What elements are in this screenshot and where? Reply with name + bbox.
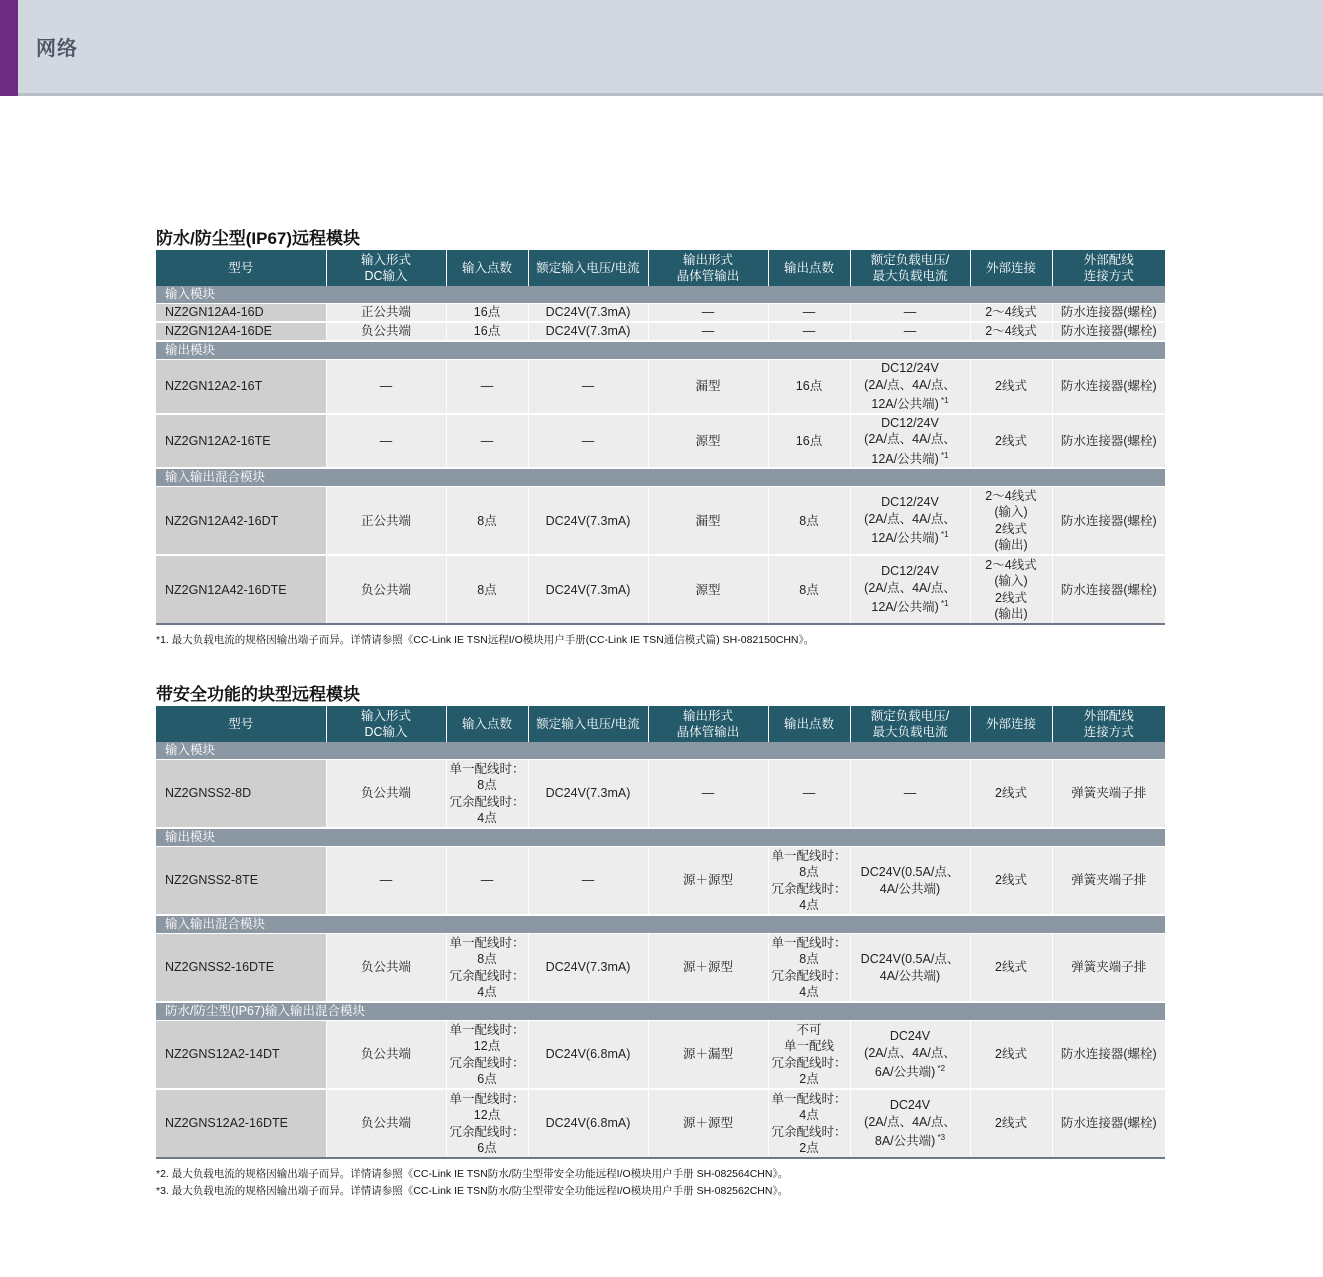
cell-input-type: 负公共端 — [326, 934, 446, 1003]
cell-input-voltage: DC24V(7.3mA) — [528, 304, 648, 323]
column-header-wiring-method: 外部配线 连接方式 — [1052, 250, 1165, 286]
column-header-input-voltage: 额定输入电压/电流 — [528, 706, 648, 742]
cell-input-points: 16点 — [446, 322, 528, 341]
table-row — [156, 360, 1165, 414]
cell-input-points: 单一配线时： 12点 冗余配线时： 6点 — [446, 1021, 528, 1090]
header-bar — [0, 0, 1323, 96]
column-header-wiring-method: 外部配线 连接方式 — [1052, 706, 1165, 742]
cell-load-current: DC24V(0.5A/点、 4A/公共端) — [850, 847, 970, 916]
table-footnotes — [156, 1166, 1165, 1200]
cell-wiring-method: 弹簧夹端子排 — [1052, 934, 1165, 1003]
cell-model: NZ2GN12A2-16T — [156, 360, 326, 414]
cell-output-type: — — [648, 304, 768, 323]
cell-wiring-method: 弹簧夹端子排 — [1052, 847, 1165, 916]
cell-output-type: 源型 — [648, 555, 768, 624]
cell-external-connection: 2线式 — [970, 414, 1052, 469]
column-header-input-type: 输入形式 DC输入 — [326, 250, 446, 286]
group-label: 输入模块 — [156, 286, 1165, 304]
footnote: *1. 最大负载电流的规格因输出端子而异。详情请参照《CC-Link IE TSN远程I/O模块用户手册(CC-Link IE TSN通信模式篇) SH-082150CHN》。 — [156, 634, 815, 647]
page-title: 网络 — [36, 38, 78, 60]
group-header-row — [156, 742, 1165, 760]
cell-model: NZ2GN12A4-16D — [156, 304, 326, 323]
section-title: 防水/防尘型(IP67)远程模块 — [156, 229, 361, 248]
footnote: *3. 最大负载电流的规格因输出端子而异。详情请参照《CC-Link IE TSN防水/防尘型带安全功能远程I/O模块用户手册 SH-082562CHN》。 — [156, 1185, 789, 1197]
cell-load-current: DC12/24V (2A/点、4A/点、 12A/公共端) $^{*1}$ — [850, 360, 970, 414]
cell-load-current: — — [850, 322, 970, 341]
cell-input-type: 负公共端 — [326, 555, 446, 624]
cell-input-voltage: DC24V(7.3mA) — [528, 760, 648, 829]
cell-model: NZ2GNS12A2-16DTE — [156, 1089, 326, 1158]
table-row — [156, 322, 1165, 341]
group-header-row — [156, 468, 1165, 487]
footnote-marker: *3 — [935, 1133, 946, 1143]
cell-input-type: 负公共端 — [326, 322, 446, 341]
column-header-external-connection: 外部连接 — [970, 706, 1052, 742]
group-label: 输出模块 — [156, 828, 1165, 847]
group-label: 防水/防尘型(IP67)输入输出混合模块 — [156, 1002, 1165, 1021]
cell-load-current: DC12/24V (2A/点、4A/点、 12A/公共端) $^{*1}$ — [850, 487, 970, 556]
cell-input-points: 16点 — [446, 304, 528, 323]
cell-output-points: 16点 — [768, 360, 850, 414]
cell-model: NZ2GNSS2-16DTE — [156, 934, 326, 1003]
cell-input-type: — — [326, 847, 446, 916]
table-row — [156, 1021, 1165, 1090]
footnote: *2. 最大负载电流的规格因输出端子而异。详情请参照《CC-Link IE TSN防水/防尘型带安全功能远程I/O模块用户手册 SH-082564CHN》。 — [156, 1168, 789, 1180]
cell-wiring-method: 防水连接器(螺栓) — [1052, 1021, 1165, 1090]
cell-input-voltage: DC24V(6.8mA) — [528, 1021, 648, 1090]
cell-input-voltage: DC24V(6.8mA) — [528, 1089, 648, 1158]
cell-output-type: 源型 — [648, 414, 768, 469]
cell-output-points: 16点 — [768, 414, 850, 469]
cell-wiring-method: 防水连接器(螺栓) — [1052, 304, 1165, 323]
cell-input-points: 单一配线时： 8点 冗余配线时： 4点 — [446, 760, 528, 829]
cell-load-current: DC24V (2A/点、4A/点、 6A/公共端) $^{*2}$ — [850, 1021, 970, 1090]
header-row — [156, 250, 1165, 286]
cell-output-type: — — [648, 760, 768, 829]
cell-input-type: 负公共端 — [326, 1021, 446, 1090]
ip67-remote-module-section — [156, 228, 1165, 649]
cell-input-points: — — [446, 414, 528, 469]
safety-remote-module-section — [156, 684, 1165, 1200]
cell-wiring-method: 弹簧夹端子排 — [1052, 760, 1165, 829]
cell-model: NZ2GNSS2-8D — [156, 760, 326, 829]
group-header-row — [156, 828, 1165, 847]
footnote-marker: *1 — [938, 530, 949, 540]
safety-module-spec-table — [156, 706, 1165, 1159]
header-row — [156, 706, 1165, 742]
table-footnotes — [156, 632, 1165, 649]
cell-model: NZ2GN12A42-16DT — [156, 487, 326, 556]
cell-input-voltage: DC24V(7.3mA) — [528, 322, 648, 341]
cell-external-connection: 2线式 — [970, 847, 1052, 916]
table-row — [156, 934, 1165, 1003]
cell-load-current: DC24V (2A/点、4A/点、 8A/公共端) $^{*3}$ — [850, 1089, 970, 1158]
cell-wiring-method: 防水连接器(螺栓) — [1052, 360, 1165, 414]
cell-input-points: 单一配线时： 12点 冗余配线时： 6点 — [446, 1089, 528, 1158]
cell-input-type: 正公共端 — [326, 304, 446, 323]
column-header-model: 型号 — [156, 706, 326, 742]
column-header-model: 型号 — [156, 250, 326, 286]
cell-input-voltage: DC24V(7.3mA) — [528, 555, 648, 624]
cell-input-type: 正公共端 — [326, 487, 446, 556]
cell-input-type: 负公共端 — [326, 760, 446, 829]
column-header-input-points: 输入点数 — [446, 250, 528, 286]
cell-output-points: — — [768, 304, 850, 323]
cell-external-connection: 2线式 — [970, 1021, 1052, 1090]
cell-load-current: DC24V(0.5A/点、 4A/公共端) — [850, 934, 970, 1003]
cell-external-connection: 2线式 — [970, 1089, 1052, 1158]
cell-input-points: 8点 — [446, 555, 528, 624]
column-header-input-points: 输入点数 — [446, 706, 528, 742]
group-label: 输入输出混合模块 — [156, 468, 1165, 487]
cell-wiring-method: 防水连接器(螺栓) — [1052, 1089, 1165, 1158]
cell-output-type: 源＋源型 — [648, 934, 768, 1003]
footnote-marker: *1 — [938, 450, 949, 460]
cell-wiring-method: 防水连接器(螺栓) — [1052, 487, 1165, 556]
column-header-external-connection: 外部连接 — [970, 250, 1052, 286]
cell-output-points: — — [768, 322, 850, 341]
table-row — [156, 304, 1165, 323]
cell-input-points: — — [446, 847, 528, 916]
cell-wiring-method: 防水连接器(螺栓) — [1052, 414, 1165, 469]
cell-output-points: 不可 单一配线 冗余配线时： 2点 — [768, 1021, 850, 1090]
cell-input-voltage: DC24V(7.3mA) — [528, 934, 648, 1003]
footnote-marker: *2 — [935, 1064, 946, 1074]
cell-wiring-method: 防水连接器(螺栓) — [1052, 322, 1165, 341]
cell-input-voltage: — — [528, 414, 648, 469]
cell-external-connection: 2线式 — [970, 760, 1052, 829]
cell-output-type: 漏型 — [648, 360, 768, 414]
cell-input-type: — — [326, 414, 446, 469]
cell-output-type: 源＋源型 — [648, 1089, 768, 1158]
cell-input-points: — — [446, 360, 528, 414]
cell-wiring-method: 防水连接器(螺栓) — [1052, 555, 1165, 624]
cell-model: NZ2GNSS2-8TE — [156, 847, 326, 916]
cell-model: NZ2GN12A4-16DE — [156, 322, 326, 341]
cell-output-type: 源＋漏型 — [648, 1021, 768, 1090]
cell-load-current: DC12/24V (2A/点、4A/点、 12A/公共端) $^{*1}$ — [850, 414, 970, 469]
group-header-row — [156, 1002, 1165, 1021]
cell-input-points: 单一配线时： 8点 冗余配线时： 4点 — [446, 934, 528, 1003]
group-header-row — [156, 915, 1165, 934]
group-label: 输入模块 — [156, 742, 1165, 760]
footnote-marker: *1 — [938, 396, 949, 405]
column-header-output-type: 输出形式 晶体管输出 — [648, 706, 768, 742]
section-title: 带安全功能的块型远程模块 — [156, 685, 360, 704]
cell-output-points: 8点 — [768, 555, 850, 624]
cell-external-connection: 2～4线式 (输入) 2线式 (输出) — [970, 555, 1052, 624]
cell-output-points: 单一配线时： 8点 冗余配线时： 4点 — [768, 934, 850, 1003]
group-header-row — [156, 341, 1165, 360]
table-row — [156, 414, 1165, 469]
group-header-row — [156, 286, 1165, 304]
column-header-input-voltage: 额定输入电压/电流 — [528, 250, 648, 286]
column-header-load-current: 额定负载电压/ 最大负载电流 — [850, 706, 970, 742]
table-row — [156, 555, 1165, 624]
cell-model: NZ2GNS12A2-14DT — [156, 1021, 326, 1090]
header-accent-stripe — [0, 0, 18, 96]
table-row — [156, 847, 1165, 916]
column-header-output-points: 输出点数 — [768, 250, 850, 286]
cell-input-type: 负公共端 — [326, 1089, 446, 1158]
table-row — [156, 1089, 1165, 1158]
cell-load-current: DC12/24V (2A/点、4A/点、 12A/公共端) $^{*1}$ — [850, 555, 970, 624]
cell-output-points: 8点 — [768, 487, 850, 556]
cell-external-connection: 2～4线式 — [970, 304, 1052, 323]
group-label: 输入输出混合模块 — [156, 915, 1165, 934]
cell-external-connection: 2线式 — [970, 360, 1052, 414]
cell-output-type: — — [648, 322, 768, 341]
cell-external-connection: 2～4线式 (输入) 2线式 (输出) — [970, 487, 1052, 556]
cell-output-points: 单一配线时： 4点 冗余配线时： 2点 — [768, 1089, 850, 1158]
cell-output-points: — — [768, 760, 850, 829]
table-row — [156, 760, 1165, 829]
cell-external-connection: 2线式 — [970, 934, 1052, 1003]
column-header-output-points: 输出点数 — [768, 706, 850, 742]
cell-output-type: 源＋源型 — [648, 847, 768, 916]
cell-input-type: — — [326, 360, 446, 414]
cell-model: NZ2GN12A42-16DTE — [156, 555, 326, 624]
table-row — [156, 487, 1165, 556]
column-header-output-type: 输出形式 晶体管输出 — [648, 250, 768, 286]
column-header-input-type: 输入形式 DC输入 — [326, 706, 446, 742]
cell-output-type: 漏型 — [648, 487, 768, 556]
cell-model: NZ2GN12A2-16TE — [156, 414, 326, 469]
cell-input-voltage: — — [528, 847, 648, 916]
cell-input-voltage: DC24V(7.3mA) — [528, 487, 648, 556]
cell-external-connection: 2～4线式 — [970, 322, 1052, 341]
column-header-load-current: 额定负载电压/ 最大负载电流 — [850, 250, 970, 286]
cell-input-voltage: — — [528, 360, 648, 414]
footnote-marker: *1 — [938, 599, 949, 609]
cell-load-current: — — [850, 760, 970, 829]
group-label: 输出模块 — [156, 341, 1165, 360]
cell-load-current: — — [850, 304, 970, 323]
cell-output-points: 单一配线时： 8点 冗余配线时： 4点 — [768, 847, 850, 916]
cell-input-points: 8点 — [446, 487, 528, 556]
ip67-module-spec-table — [156, 250, 1165, 625]
